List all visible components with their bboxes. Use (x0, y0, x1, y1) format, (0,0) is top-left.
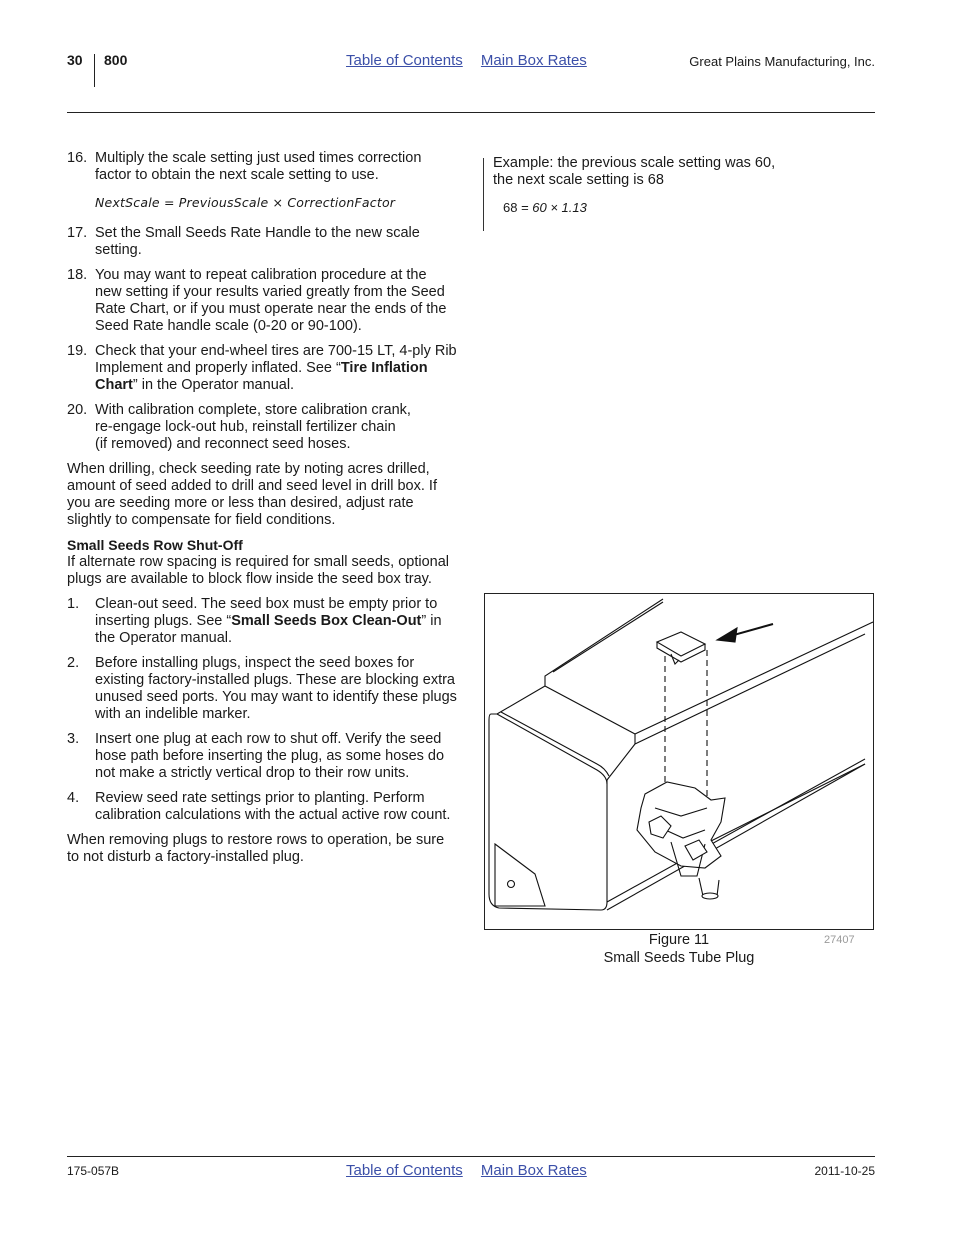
step-number: 19. (67, 343, 88, 359)
step-text: Before installing plugs, inspect the seed boxes for existing factory-installed plugs. These are blocking extra unused seed ports. You may want to identify these plugs with an indelible marker. (95, 655, 457, 722)
scale-formula: NextScale = PreviousScale × CorrectionFactor (95, 195, 396, 210)
step-number: 4. (67, 790, 80, 806)
example-line: the next scale setting is 68 (493, 172, 664, 188)
step-text-bold: Tire Inflation Chart (95, 360, 428, 393)
step-number: 16. (67, 150, 88, 166)
page-number: 30 (67, 52, 83, 68)
step-number: 20. (67, 402, 88, 418)
step-number: 1. (67, 596, 80, 612)
step-text: (if removed) and reconnect seed hoses. (95, 436, 351, 452)
header-divider (94, 54, 95, 87)
example-block (493, 155, 833, 216)
removing-paragraph: When removing plugs to restore rows to operation, be sure to not disturb a factory-installed plug. (67, 832, 445, 865)
step-text: Clean-out seed. The seed box must be empty prior to inserting plugs. See “ (95, 596, 438, 629)
shutoff-paragraph: If alternate row spacing is required for small seeds, optional plugs are available to block flow inside the seed box tray. (67, 554, 450, 587)
step-number: 18. (67, 267, 88, 283)
step-text: Set the Small Seeds Rate Handle to the new scale setting. (95, 225, 420, 258)
step-text: ” in the Operator manual. (95, 613, 442, 646)
step-18 (67, 267, 457, 335)
step-number: 17. (67, 225, 88, 241)
example-formula-rhs: 60 × 1.13 (532, 200, 587, 215)
step-text: Multiply the scale setting just used times correction factor to obtain the next scale setting to use. (95, 150, 422, 183)
figure-number: Figure 11 (648, 932, 710, 948)
figure-id: 27407 (824, 934, 855, 946)
model-number: 800 (104, 52, 128, 68)
list-item-1 (67, 596, 457, 647)
step-text: Insert one plug at each row to shut off. Verify the seed hose path before inserting the plug, as some hoses do not make a strictly vertical drop to their row units. (95, 731, 445, 781)
figure-caption: Small Seeds Tube Plug (603, 950, 755, 966)
example-line: Example: the previous scale setting was 60, (493, 155, 776, 171)
step-20 (67, 402, 457, 453)
example-formula-lhs: 68 = (503, 200, 533, 215)
drilling-paragraph: When drilling, check seeding rate by noting acres drilled, amount of seed added to drill and seed level in drill box. If you are seeding more or less than desired, adjust rate slightly to compensate for field conditions. (67, 461, 437, 528)
main-box-rates-link[interactable]: Main Box Rates (480, 1162, 587, 1179)
step-text: You may want to repeat calibration procedure at the new setting if your results varied greatly from the Seed Rate Chart, or if you must operate near the ends of the Seed Rate handle scale (0-20 or 90-100). (95, 267, 447, 334)
step-number: 2. (67, 655, 80, 671)
document-date: 2011-10-25 (814, 1164, 875, 1178)
footer-rule (67, 1156, 875, 1157)
step-text: Check that your end-wheel tires are 700-15 LT, 4-ply Rib Implement and properly inflated. See “ (95, 343, 457, 376)
header-nav (346, 52, 601, 69)
step-19 (67, 343, 457, 394)
example-sidebar-rule (483, 158, 484, 231)
toc-link[interactable]: Table of Contents (346, 52, 463, 69)
header-rule (67, 112, 875, 113)
toc-link[interactable]: Table of Contents (346, 1162, 463, 1179)
list-item-4 (67, 790, 457, 824)
example-formula (503, 199, 833, 216)
step-text: Review seed rate settings prior to planting. Perform calibration calculations with the actual active row count. (95, 790, 451, 823)
document-number: 175-057B (67, 1164, 120, 1178)
list-item-2 (67, 655, 457, 723)
step-number: 3. (67, 731, 80, 747)
step-text-bold: Small Seeds Box Clean-Out (231, 613, 422, 629)
step-text: re-engage lock-out hub, reinstall fertilizer chain (95, 419, 396, 435)
step-text: ” in the Operator manual. (132, 377, 295, 393)
footer-nav (346, 1162, 601, 1179)
company-name: Great Plains Manufacturing, Inc. (689, 54, 875, 69)
seed-box-plug-illustration (485, 594, 873, 929)
step-17 (67, 225, 457, 259)
section-heading: Small Seeds Row Shut-Off (67, 537, 243, 553)
left-column (67, 150, 457, 874)
figure-frame (484, 593, 874, 930)
list-item-3 (67, 731, 457, 782)
step-text: With calibration complete, store calibration crank, (95, 402, 411, 418)
step-16 (67, 150, 457, 184)
main-box-rates-link[interactable]: Main Box Rates (480, 52, 587, 69)
